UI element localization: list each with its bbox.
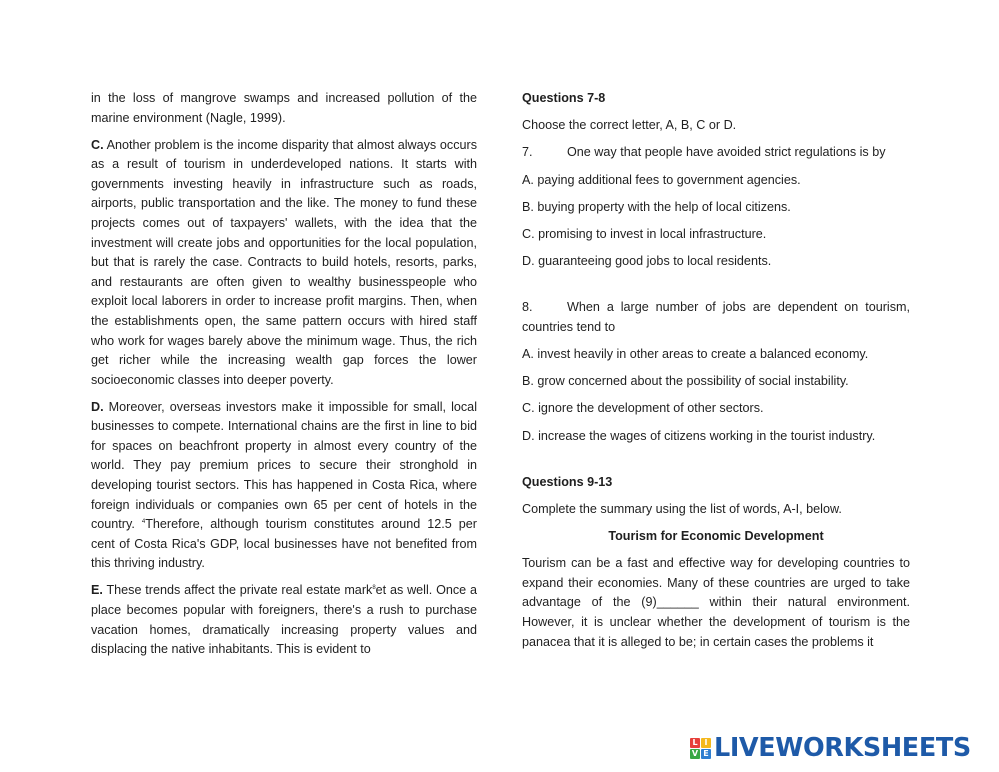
answer-blank-9[interactable]: ______ xyxy=(656,595,699,610)
question-7-text: One way that people have avoided strict regulations is by xyxy=(567,145,886,160)
paragraph-d xyxy=(91,398,477,574)
paragraph-e xyxy=(91,581,477,659)
paragraph-e-text-a: These trends affect the private real estate mark xyxy=(102,583,373,598)
summary-text-a: Tourism can be a fast and effective way for developing countries to expand their economies. Many of these countries are urged to take advantage of the (9) xyxy=(522,556,910,610)
right-column xyxy=(522,89,910,660)
question-7-number: 7. xyxy=(522,145,533,160)
footnote-marker-4: 4 xyxy=(141,519,146,526)
left-column xyxy=(91,89,477,667)
question-7-option-c[interactable]: C. promising to invest in local infrastructure. xyxy=(522,226,767,241)
logo-wordmark: LIVEWORKSHEETS xyxy=(714,733,971,763)
question-7-option-b[interactable]: B. buying property with the help of local citizens. xyxy=(522,199,791,214)
question-8-option-d[interactable]: D. increase the wages of citizens working in the tourist industry. xyxy=(522,428,876,443)
paragraph-e-text-b: et as well. Once a place becomes popular with foreigners, there's a rush to purchase vacation homes, dramatically increasing property values and displacing the native inhabitants. This is evident to xyxy=(91,583,477,657)
question-8-number: 8. xyxy=(522,300,533,315)
summary-title: Tourism for Economic Development xyxy=(608,529,824,544)
question-8-option-c[interactable]: C. ignore the development of other sectors. xyxy=(522,401,764,416)
question-7-option-a[interactable]: A. paying additional fees to government agencies. xyxy=(522,172,801,187)
logo-tile-l: L xyxy=(690,738,700,748)
paragraph-d-text-a: Moreover, overseas investors make it impossible for small, local businesses to compete. International chains are the first in line to bid for spaces on beachfront property in almost every country of the world. They pay premium prices to secure their stronghold in developing tourist sectors. This has happened in Costa Rica, where foreign individuals or companies own 65 per cent of hotels in the country. xyxy=(91,399,477,532)
logo-tile-i: I xyxy=(701,738,711,748)
questions-7-8-instruction: Choose the correct letter, A, B, C or D. xyxy=(522,118,737,133)
question-7-option-d[interactable]: D. guaranteeing good jobs to local residents. xyxy=(522,254,772,269)
question-8-option-a[interactable]: A. invest heavily in other areas to create a balanced economy. xyxy=(522,347,869,361)
paragraph-c-text: Another problem is the income disparity that almost always occurs as a result of tourism in underdeveloped nations. It starts with governments investing heavily in infrastructure such as roads, airports, public transportation and the like. The money to fund these projects comes out of taxpayers' wallets, with the idea that the investment will create jobs and opportunities for the local population, but that is rarely the case. Contracts to build hotels, resorts, parks, and restaurants are often given to wealthy businesspeople who exploit local laborers in order to increase profit margins. Then, when the establishments open, the same pattern occurs with hired staff who work for wages barely above the minimum wage. Thus, the rich get richer while the increasing wealth gap forces the lower socioeconomic classes into deeper poverty. xyxy=(91,137,477,387)
question-8-text: When a large number of jobs are dependent on tourism, countries tend to xyxy=(522,300,910,334)
questions-9-13-heading: Questions 9-13 xyxy=(522,474,613,489)
paragraph-c xyxy=(91,136,477,391)
paragraph-e-label: E. xyxy=(91,583,103,598)
paragraph-d-text-b: Therefore, although tourism constitutes around 12.5 per cent of Costa Rica's GDP, local businesses have not benefited from this thriving industry. xyxy=(91,517,477,571)
footnote-marker-8: 8 xyxy=(372,585,376,592)
question-7 xyxy=(522,143,910,163)
paragraph-d-label: D. xyxy=(91,399,104,414)
questions-7-8-heading: Questions 7-8 xyxy=(522,91,606,105)
paragraph-c-label: C. xyxy=(91,137,104,152)
liveworksheets-logo xyxy=(690,733,971,763)
summary-paragraph xyxy=(522,554,910,652)
question-8-option-b[interactable]: B. grow concerned about the possibility of social instability. xyxy=(522,374,849,389)
summary-text-b: within their natural environment. However, it is unclear whether the development of tourism is the panacea that it is alleged to be; in certain cases the problems it xyxy=(522,595,910,649)
paragraph-b-end: in the loss of mangrove swamps and increased pollution of the marine environment (Nagle, 1999). xyxy=(91,91,477,125)
question-8 xyxy=(522,298,910,337)
logo-tiles xyxy=(690,738,711,759)
questions-9-13-instruction: Complete the summary using the list of words, A-I, below. xyxy=(522,501,842,516)
logo-tile-v: V xyxy=(691,749,699,758)
logo-tile-e: E xyxy=(701,749,711,759)
